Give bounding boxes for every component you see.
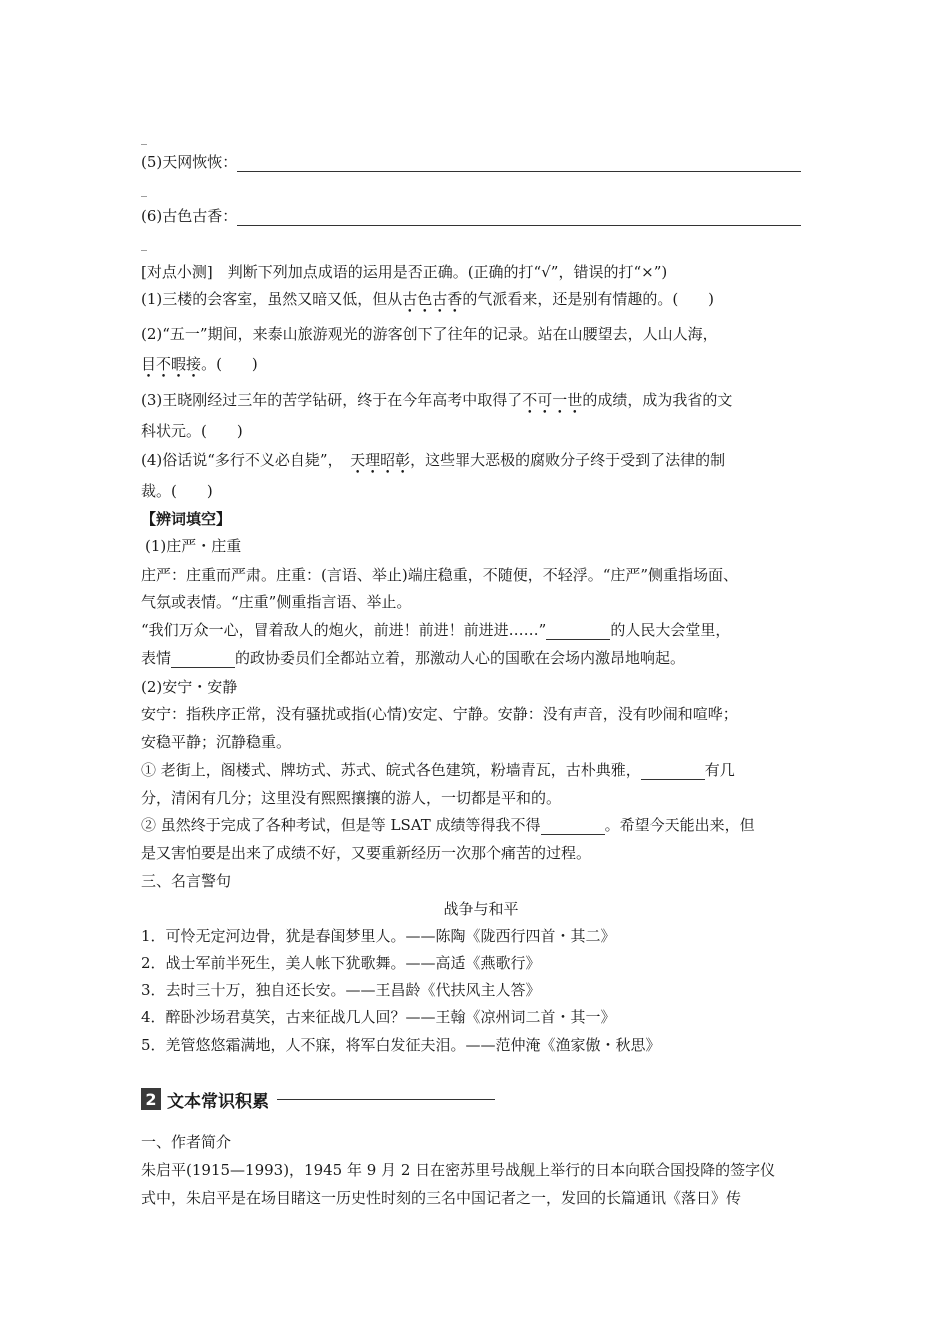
dotted-char: 目: [141, 355, 157, 373]
dotted-char: 天: [350, 451, 366, 469]
author-intro-line2: 式中，朱启平是在场目睹这一历史性时刻的三名中国记者之一，发回的长篇通讯《落日》传: [141, 1189, 742, 1207]
pair2-definition-line2: 安稳平静；沉静稳重。: [141, 733, 292, 751]
dotted-char: 理: [365, 451, 381, 469]
quote-item: 4．醉卧沙场君莫笑，古来征战几人回？——王翰《凉州词二首・其一》: [141, 1008, 616, 1026]
dotted-char: 接: [186, 355, 202, 373]
dotted-char: 不: [156, 355, 172, 373]
dotted-char: 世: [567, 391, 583, 409]
dash-mark: _: [141, 131, 147, 145]
dotted-char: 色: [417, 290, 433, 308]
example-text: 有几: [704, 761, 735, 779]
quiz-question-2-line2: [141, 354, 258, 374]
fill-item-label: (5)天网恢恢：: [141, 153, 238, 171]
answer-blank[interactable]: [171, 653, 235, 668]
example-text: ① 老街上，阁楼式、牌坊式、苏式、皖式各色建筑，粉墙青瓦，古朴典雅，: [141, 761, 641, 779]
quiz-question-3-line2: 科状元。( ): [141, 422, 243, 440]
quote-item: 5．羌管悠悠霜满地，人不寐，将军白发征夫泪。——范仲淹《渔家傲・秋思》: [141, 1036, 661, 1054]
word-distinction-heading: 【辨词填空】: [141, 510, 232, 528]
quote-item: 3．去时三十万，独自还长安。——王昌龄《代扶风主人答》: [141, 981, 541, 999]
example-text: 的政协委员们全都站立着，那激动人心的国歌在会场内激昂地响起。: [235, 649, 686, 667]
section-rule: [277, 1099, 495, 1100]
answer-line[interactable]: [237, 211, 801, 226]
question-text: 的成绩，成为我省的文: [582, 391, 733, 409]
dotted-char: 古: [432, 290, 448, 308]
question-text: ，这些罪大恶极的腐败分子终于受到了法律的制: [410, 451, 726, 469]
quotes-subtitle: 战争与和平: [443, 900, 519, 918]
pair1-definition-line2: 气氛或表情。“庄重”侧重指言语、举止。: [141, 593, 412, 611]
dotted-char: 古: [402, 290, 418, 308]
example-text: “我们万众一心，冒着敌人的炮火，前进！前进！前进进……”: [141, 621, 547, 639]
pair2-example-1: [141, 760, 735, 780]
answer-blank[interactable]: [541, 820, 605, 835]
question-text: 。( ): [201, 355, 258, 373]
question-text: (1)三楼的会客室，虽然又暗又低，但从: [141, 290, 403, 308]
quote-item: 2．战士军前半死生，美人帐下犹歌舞。——高适《燕歌行》: [141, 954, 541, 972]
fill-item-6: [141, 206, 801, 226]
dotted-char: 不: [522, 391, 538, 409]
quiz-question-1: [141, 289, 714, 309]
answer-blank[interactable]: [641, 765, 705, 780]
example-text: 表情: [141, 649, 172, 667]
question-text: 的气派看来，还是别有情趣的。( ): [462, 290, 715, 308]
quiz-heading: [对点小测] 判断下列加点成语的运用是否正确。(正确的打“√”，错误的打“×”): [141, 263, 668, 281]
pair2-example-2-line2: 是又害怕要是出来了成绩不好，又要重新经历一次那个痛苦的过程。: [141, 844, 592, 862]
pair2-example-2: [141, 815, 755, 835]
question-text: (4)俗话说“多行不义必自毙”，: [141, 451, 351, 469]
author-intro: 朱启平(1915—1993)，1945 年 9 月 2 日在密苏里号战舰上举行的日本向联合国投降的签字仪: [141, 1161, 776, 1179]
dotted-char: 彰: [395, 451, 411, 469]
dotted-char: 可: [537, 391, 553, 409]
fill-item-label: (6)古色古香：: [141, 207, 238, 225]
quote-item: 1．可怜无定河边骨，犹是春闺梦里人。——陈陶《陇西行四首・其二》: [141, 927, 616, 945]
dotted-char: 暇: [171, 355, 187, 373]
section-header: [141, 1088, 495, 1110]
dash-mark: _: [141, 183, 147, 197]
fill-item-5: [141, 152, 801, 172]
quotes-heading: 三、名言警句: [141, 872, 232, 890]
quiz-question-4-line2: 裁。( ): [141, 482, 213, 500]
dotted-char: 一: [552, 391, 568, 409]
quiz-question-2: (2)“五一”期间，来泰山旅游观光的游客创下了往年的记录。站在山腰望去，人山人海，: [141, 325, 718, 343]
pair1-example: [141, 620, 730, 640]
answer-line[interactable]: [237, 157, 801, 172]
section-title: 文本常识积累: [167, 1091, 269, 1112]
pair1-definition: 庄严：庄重而严肃。庄重：(言语、举止)端庄稳重，不随便，不轻浮。“庄严”侧重指场面、: [141, 566, 739, 584]
quiz-question-4: [141, 450, 725, 470]
example-text: 的人民大会堂里，: [610, 621, 731, 639]
pair1-example-line2: [141, 648, 685, 668]
dash-mark: _: [141, 237, 147, 251]
example-text: ② 虽然终于完成了各种考试，但是等 LSAT 成绩等得我不得: [141, 816, 541, 834]
quiz-question-3: [141, 390, 732, 410]
question-text: (3)王晓刚经过三年的苦学钻研，终于在今年高考中取得了: [141, 391, 523, 409]
answer-blank[interactable]: [546, 625, 610, 640]
pair2-definition: 安宁：指秩序正常，没有骚扰或指(心情)安定、宁静。安静：没有声音，没有吵闹和喧哗；: [141, 705, 738, 723]
pair2-title: (2)安宁・安静: [141, 678, 238, 696]
pair2-example-1-line2: 分，清闲有几分；这里没有熙熙攘攘的游人，一切都是平和的。: [141, 789, 562, 807]
pair1-title: (1)庄严・庄重: [145, 537, 242, 555]
dotted-char: 昭: [380, 451, 396, 469]
example-text: 。希望今天能出来，但: [604, 816, 755, 834]
author-heading: 一、作者简介: [141, 1133, 232, 1151]
section-number-badge: 2: [141, 1088, 161, 1110]
dotted-char: 香: [447, 290, 463, 308]
